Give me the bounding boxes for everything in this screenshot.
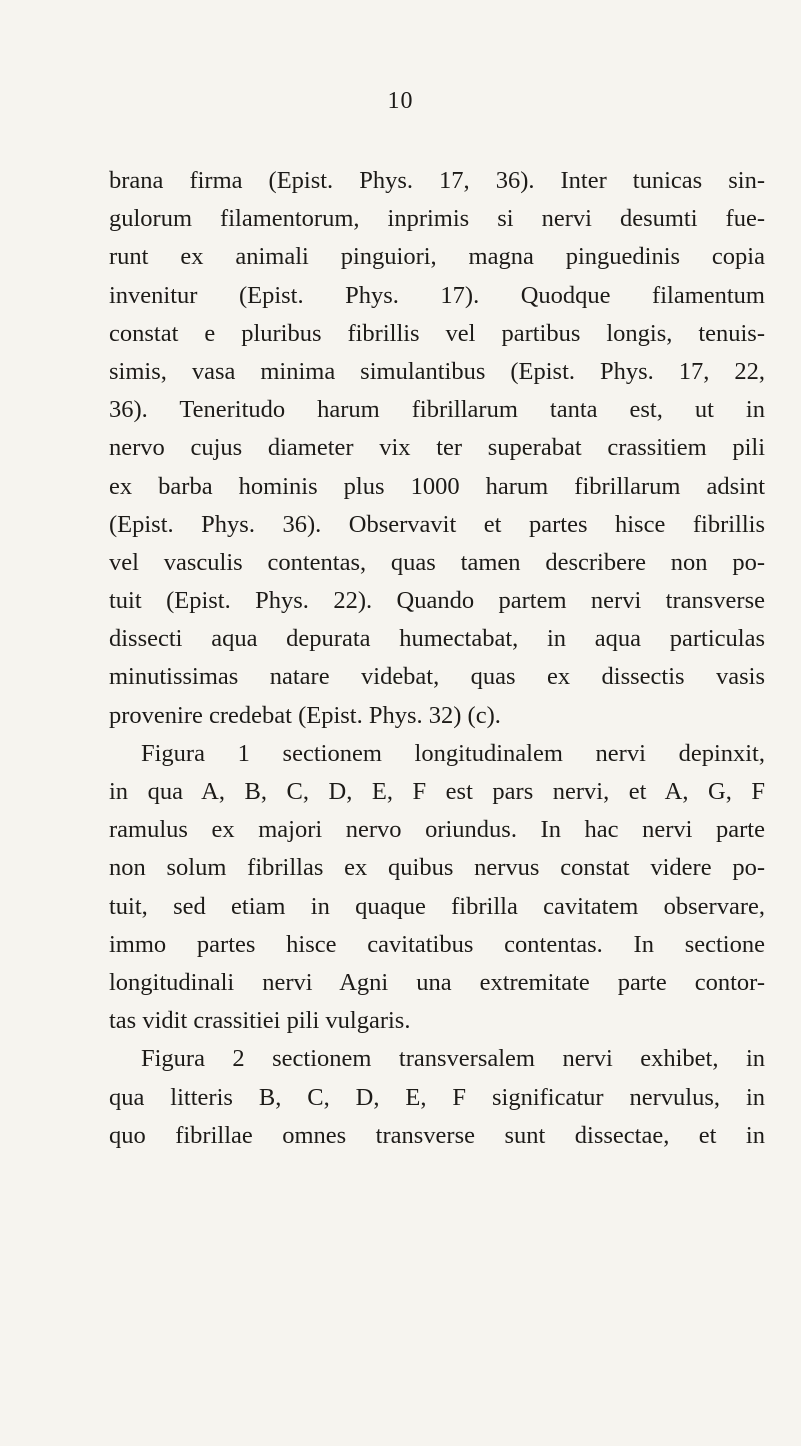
body-text xyxy=(109,162,765,1155)
text-line: tas vidit crassitiei pili vulgaris. xyxy=(109,1007,411,1035)
text-line: invenitur (Epist. Phys. 17). Quodque filamentum xyxy=(109,281,765,309)
text-line: ramulus ex majori nervo oriundus. In hac nervi parte xyxy=(109,816,765,844)
text-line: constat e pluribus fibrillis vel partibus longis, tenuis- xyxy=(109,319,765,347)
text-line: ex barba hominis plus 1000 harum fibrillarum adsint xyxy=(109,472,765,500)
text-line: nervo cujus diameter vix ter superabat crassitiem pili xyxy=(109,434,765,462)
text-line: longitudinali nervi Agni una extremitate parte contor- xyxy=(109,968,765,996)
text-line: in qua A, B, C, D, E, F est pars nervi, et A, G, F xyxy=(109,778,765,805)
text-line: Figura 2 sectionem transversalem nervi exhibet, in xyxy=(141,1045,765,1073)
text-line: qua litteris B, C, D, E, F significatur nervulus, in xyxy=(109,1083,765,1111)
text-line: immo partes hisce cavitatibus contentas. In sectione xyxy=(109,930,765,958)
text-line: brana firma (Epist. Phys. 17, 36). Inter tunicas sin- xyxy=(109,167,765,194)
text-line: simis, vasa minima simulantibus (Epist. Phys. 17, 22, xyxy=(109,357,765,385)
page-number: 10 xyxy=(387,88,414,114)
text-line: 36). Teneritudo harum fibrillarum tanta est, ut in xyxy=(109,396,765,424)
text-line: gulorum filamentorum, inprimis si nervi desumti fue- xyxy=(109,205,765,233)
text-line: quo fibrillae omnes transverse sunt dissectae, et in xyxy=(109,1121,765,1149)
text-line: tuit, sed etiam in quaque fibrilla cavitatem observare, xyxy=(109,892,765,920)
text-line: minutissimas natare videbat, quas ex dissectis vasis xyxy=(109,663,765,691)
text-line: (Epist. Phys. 36). Observavit et partes hisce fibrillis xyxy=(109,510,765,538)
text-line: Figura 1 sectionem longitudinalem nervi depinxit, xyxy=(141,739,765,767)
text-line: vel vasculis contentas, quas tamen describere non po- xyxy=(109,548,765,576)
text-line: non solum fibrillas ex quibus nervus constat videre po- xyxy=(109,854,765,882)
text-line: provenire credebat (Epist. Phys. 32) (c). xyxy=(109,701,501,729)
text-line: dissecti aqua depurata humectabat, in aqua particulas xyxy=(109,625,765,653)
text-line: runt ex animali pinguiori, magna pinguedinis copia xyxy=(109,243,765,271)
text-line: tuit (Epist. Phys. 22). Quando partem nervi transverse xyxy=(109,587,765,615)
